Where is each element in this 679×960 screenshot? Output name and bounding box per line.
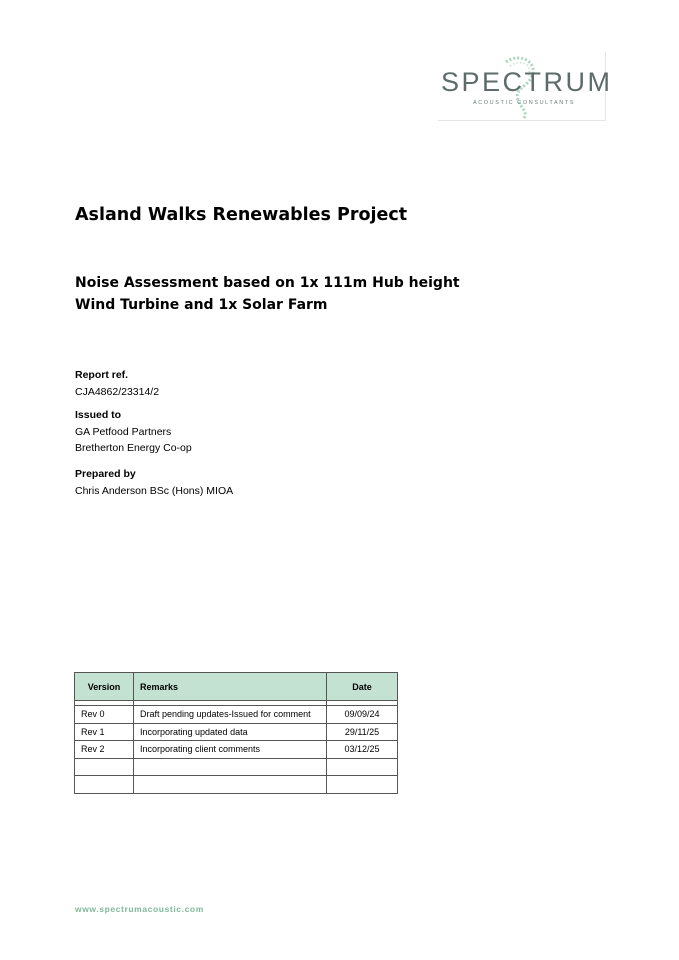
document-subtitle: Noise Assessment based on 1x 111m Hub height Wind Turbine and 1x Solar Farm: [75, 275, 460, 313]
table-header-row: [75, 673, 398, 701]
issued-to-label: Issued to: [75, 409, 122, 421]
cell-date: 03/12/25: [327, 741, 398, 759]
header-date: Date: [327, 673, 398, 701]
report-ref-block: [75, 367, 159, 400]
logo-tagline: ACOUSTIC CONSULTANTS: [472, 100, 576, 106]
cell-date: 29/11/25: [327, 723, 398, 741]
cell-version: Rev 0: [75, 706, 134, 724]
header-version: Version: [75, 673, 134, 701]
cell-remarks: Draft pending updates-Issued for comment: [134, 706, 327, 724]
cell-version: Rev 2: [75, 741, 134, 759]
cell-remarks: Incorporating updated data: [134, 723, 327, 741]
cell-remarks: Incorporating client comments: [134, 741, 327, 759]
table-row-empty: [75, 758, 398, 776]
cell-date: 09/09/24: [327, 706, 398, 724]
report-ref-label: Report ref.: [75, 369, 129, 381]
issued-to-line: Bretherton Energy Co-op: [75, 442, 192, 454]
prepared-by-block: [75, 466, 233, 499]
prepared-by-label: Prepared by: [75, 468, 136, 480]
revision-table: [74, 672, 398, 794]
logo-wordmark: SPECTRUM: [441, 67, 613, 97]
prepared-by-value: Chris Anderson BSc (Hons) MIOA: [75, 484, 234, 497]
table-row: [75, 706, 398, 724]
table-row-empty: [75, 776, 398, 794]
footer-website-link[interactable]: www.spectrumacoustic.com: [75, 904, 204, 914]
document-title: Asland Walks Renewables Project: [75, 205, 408, 225]
report-ref-value: CJA4862/23314/2: [75, 385, 160, 398]
issued-to-block: [75, 407, 192, 457]
table-row: [75, 723, 398, 741]
issued-to-line: GA Petfood Partners: [75, 425, 172, 438]
company-logo: [438, 52, 613, 121]
header-remarks: Remarks: [134, 673, 327, 701]
cell-version: Rev 1: [75, 723, 134, 741]
table-row: [75, 741, 398, 759]
